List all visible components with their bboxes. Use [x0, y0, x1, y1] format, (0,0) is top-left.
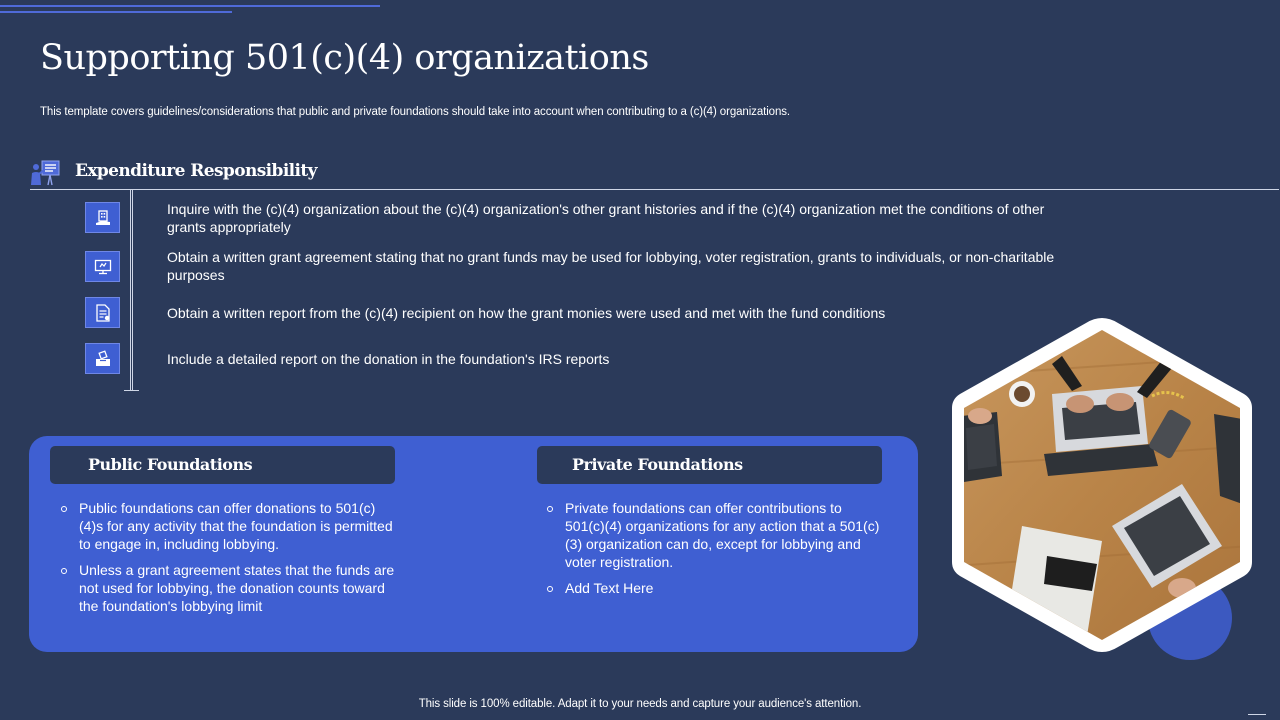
list-item: Add Text Here	[547, 579, 882, 597]
list-item: Unless a grant agreement states that the funds are not used for lobbying, the donation counts toward the foundation's lobbying limit	[61, 561, 396, 615]
section-divider	[30, 189, 1279, 190]
top-accent-line-short	[0, 11, 232, 13]
slide-subtitle: This template covers guidelines/considerations that public and private foundations should take into account when contributing to a (c)(4) organizations.	[40, 106, 790, 118]
section-heading: Expenditure Responsibility	[75, 161, 317, 181]
step-1-text: Inquire with the (c)(4) organization about the (c)(4) organization's other grant histories and if the (c)(4) organization met the conditions of other grants appropriately	[167, 201, 1045, 235]
slide-footer: This slide is 100% editable. Adapt it to your needs and capture your audience's attention.	[418, 698, 862, 710]
monitor-icon	[85, 251, 120, 282]
building-grant-icon	[85, 202, 120, 233]
corner-mark	[1248, 714, 1266, 715]
private-foundations-label: Private Foundations	[572, 455, 743, 474]
timeline-foot	[124, 390, 139, 391]
step-2-text: Obtain a written grant agreement stating that no grant funds may be used for lobbying, voter registration, grants to individuals, or non-charitable purposes	[167, 249, 1055, 283]
public-foundations-label: Public Foundations	[88, 455, 253, 474]
top-accent-line	[0, 5, 380, 7]
step-3-text: Obtain a written report from the (c)(4) recipient on how the grant monies were used and met with the fund conditions	[167, 305, 886, 321]
timeline-line	[130, 190, 133, 390]
report-document-icon	[85, 297, 120, 328]
donation-box-icon	[85, 343, 120, 374]
step-4-text: Include a detailed report on the donation in the foundation's IRS reports	[167, 351, 610, 367]
presenter-board-icon	[30, 160, 60, 186]
team-laptops-photo	[952, 316, 1252, 656]
public-foundations-header	[50, 446, 395, 484]
public-foundations-list	[61, 499, 396, 623]
list-item: Public foundations can offer donations to 501(c)(4)s for any activity that the foundation is permitted to engage in, including lobbying.	[61, 499, 396, 553]
private-foundations-header	[537, 446, 882, 484]
private-foundations-list	[547, 499, 882, 605]
slide-title: Supporting 501(c)(4) organizations	[40, 38, 649, 78]
list-item: Private foundations can offer contributions to 501(c)(4) organizations for any action that a 501(c)(3) organization can do, except for lobbying and voter registration.	[547, 499, 882, 571]
